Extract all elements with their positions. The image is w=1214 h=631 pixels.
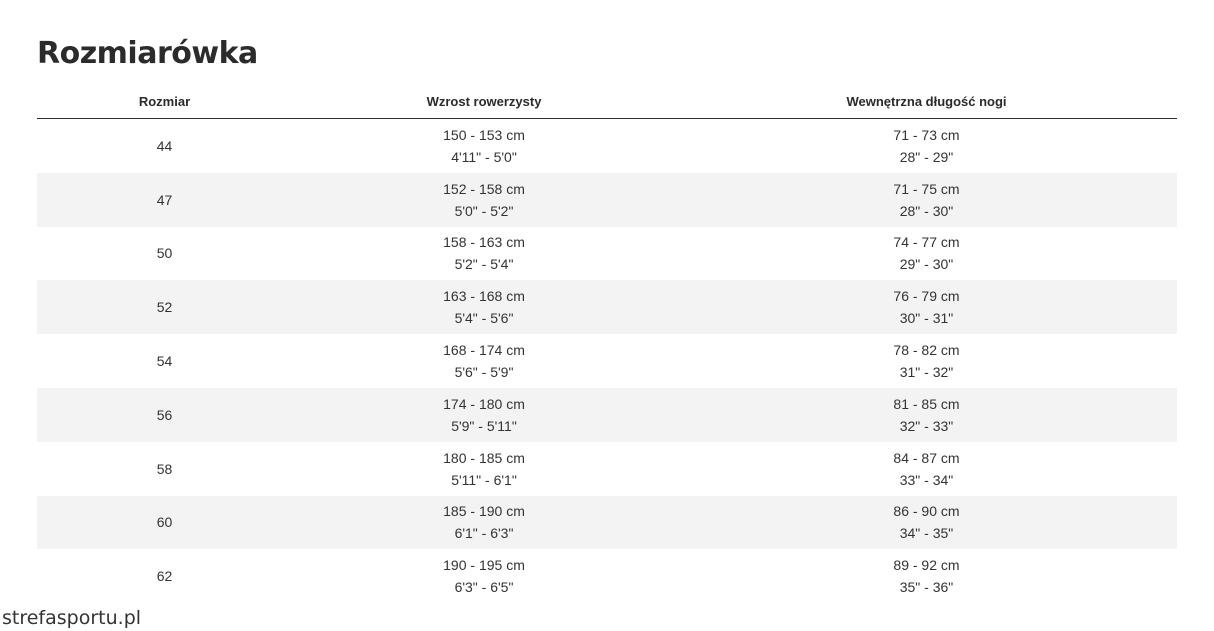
inseam-in-value: 31" - 32"	[899, 364, 954, 381]
table-row	[37, 334, 1177, 388]
size-cell	[37, 119, 292, 173]
table-row	[37, 119, 1177, 173]
inseam-cell	[676, 227, 1177, 281]
height-cell	[292, 119, 676, 173]
size-value: 52	[156, 299, 173, 316]
height-cell	[292, 549, 676, 603]
height-cm-value: 180 - 185 cm	[443, 449, 525, 466]
inseam-cell	[676, 442, 1177, 496]
height-cell	[292, 173, 676, 227]
inseam-cm-value: 86 - 90 cm	[893, 503, 960, 520]
inseam-cm-value: 71 - 75 cm	[893, 180, 960, 197]
watermark: strefasportu.pl	[2, 607, 142, 629]
table-row	[37, 549, 1177, 603]
inseam-cell	[676, 549, 1177, 603]
table-body	[37, 119, 1177, 604]
height-cm-value: 185 - 190 cm	[443, 503, 525, 520]
height-ft-value: 5'6" - 5'9"	[454, 364, 514, 381]
inseam-cm-value: 81 - 85 cm	[893, 395, 960, 412]
inseam-cell	[676, 173, 1177, 227]
inseam-cm-value: 89 - 92 cm	[893, 557, 960, 574]
inseam-in-value: 28" - 29"	[899, 148, 954, 165]
size-value: 44	[156, 137, 173, 154]
size-value: 58	[156, 460, 173, 477]
height-cell	[292, 280, 676, 334]
height-cell	[292, 442, 676, 496]
size-value: 50	[156, 245, 173, 262]
inseam-in-value: 30" - 31"	[899, 310, 954, 327]
height-ft-value: 5'9" - 5'11"	[451, 417, 517, 434]
inseam-cm-value: 84 - 87 cm	[893, 449, 960, 466]
height-cell	[292, 496, 676, 550]
height-cm-value: 150 - 153 cm	[443, 126, 525, 143]
height-ft-value: 6'3" - 6'5"	[454, 579, 514, 596]
height-cell	[292, 334, 676, 388]
inseam-cell	[676, 388, 1177, 442]
inseam-cm-value: 78 - 82 cm	[893, 342, 960, 359]
inseam-cell	[676, 334, 1177, 388]
inseam-in-value: 34" - 35"	[899, 525, 954, 542]
size-cell	[37, 173, 292, 227]
height-cell	[292, 227, 676, 281]
inseam-cell	[676, 280, 1177, 334]
column-header-inseam: Wewnętrzna długość nogi	[676, 84, 1177, 119]
inseam-in-value: 35" - 36"	[899, 579, 954, 596]
inseam-cm-value: 74 - 77 cm	[893, 234, 960, 251]
height-ft-value: 5'4" - 5'6"	[454, 310, 514, 327]
height-cm-value: 168 - 174 cm	[443, 342, 525, 359]
height-ft-value: 5'11" - 6'1"	[451, 471, 517, 488]
height-cm-value: 163 - 168 cm	[443, 288, 525, 305]
inseam-in-value: 29" - 30"	[899, 256, 954, 273]
height-ft-value: 5'0" - 5'2"	[454, 202, 514, 219]
column-header-height: Wzrost rowerzysty	[292, 84, 676, 119]
table-row	[37, 280, 1177, 334]
table-row	[37, 442, 1177, 496]
size-value: 54	[156, 353, 173, 370]
size-chart-table	[37, 84, 1177, 603]
column-header-size: Rozmiar	[37, 84, 292, 119]
height-cm-value: 158 - 163 cm	[443, 234, 525, 251]
inseam-in-value: 28" - 30"	[899, 202, 954, 219]
table-header-row	[37, 84, 1177, 119]
size-cell	[37, 227, 292, 281]
size-cell	[37, 280, 292, 334]
inseam-in-value: 33" - 34"	[899, 471, 954, 488]
table-row	[37, 388, 1177, 442]
table-row	[37, 496, 1177, 550]
inseam-cell	[676, 119, 1177, 173]
page-title: Rozmiarówka	[37, 36, 258, 71]
size-cell	[37, 442, 292, 496]
size-cell	[37, 388, 292, 442]
height-cm-value: 152 - 158 cm	[443, 180, 525, 197]
height-cm-value: 190 - 195 cm	[443, 557, 525, 574]
size-cell	[37, 496, 292, 550]
size-cell	[37, 334, 292, 388]
height-cell	[292, 388, 676, 442]
table-header	[37, 84, 1177, 119]
table-row	[37, 173, 1177, 227]
inseam-cell	[676, 496, 1177, 550]
inseam-cm-value: 71 - 73 cm	[893, 126, 960, 143]
size-value: 60	[156, 514, 173, 531]
inseam-in-value: 32" - 33"	[899, 417, 954, 434]
size-value: 56	[156, 406, 173, 423]
height-ft-value: 4'11" - 5'0"	[451, 148, 517, 165]
table-row	[37, 227, 1177, 281]
size-value: 62	[156, 568, 173, 585]
size-cell	[37, 549, 292, 603]
size-value: 47	[156, 191, 173, 208]
inseam-cm-value: 76 - 79 cm	[893, 288, 960, 305]
height-ft-value: 5'2" - 5'4"	[454, 256, 514, 273]
height-ft-value: 6'1" - 6'3"	[454, 525, 514, 542]
height-cm-value: 174 - 180 cm	[443, 395, 525, 412]
